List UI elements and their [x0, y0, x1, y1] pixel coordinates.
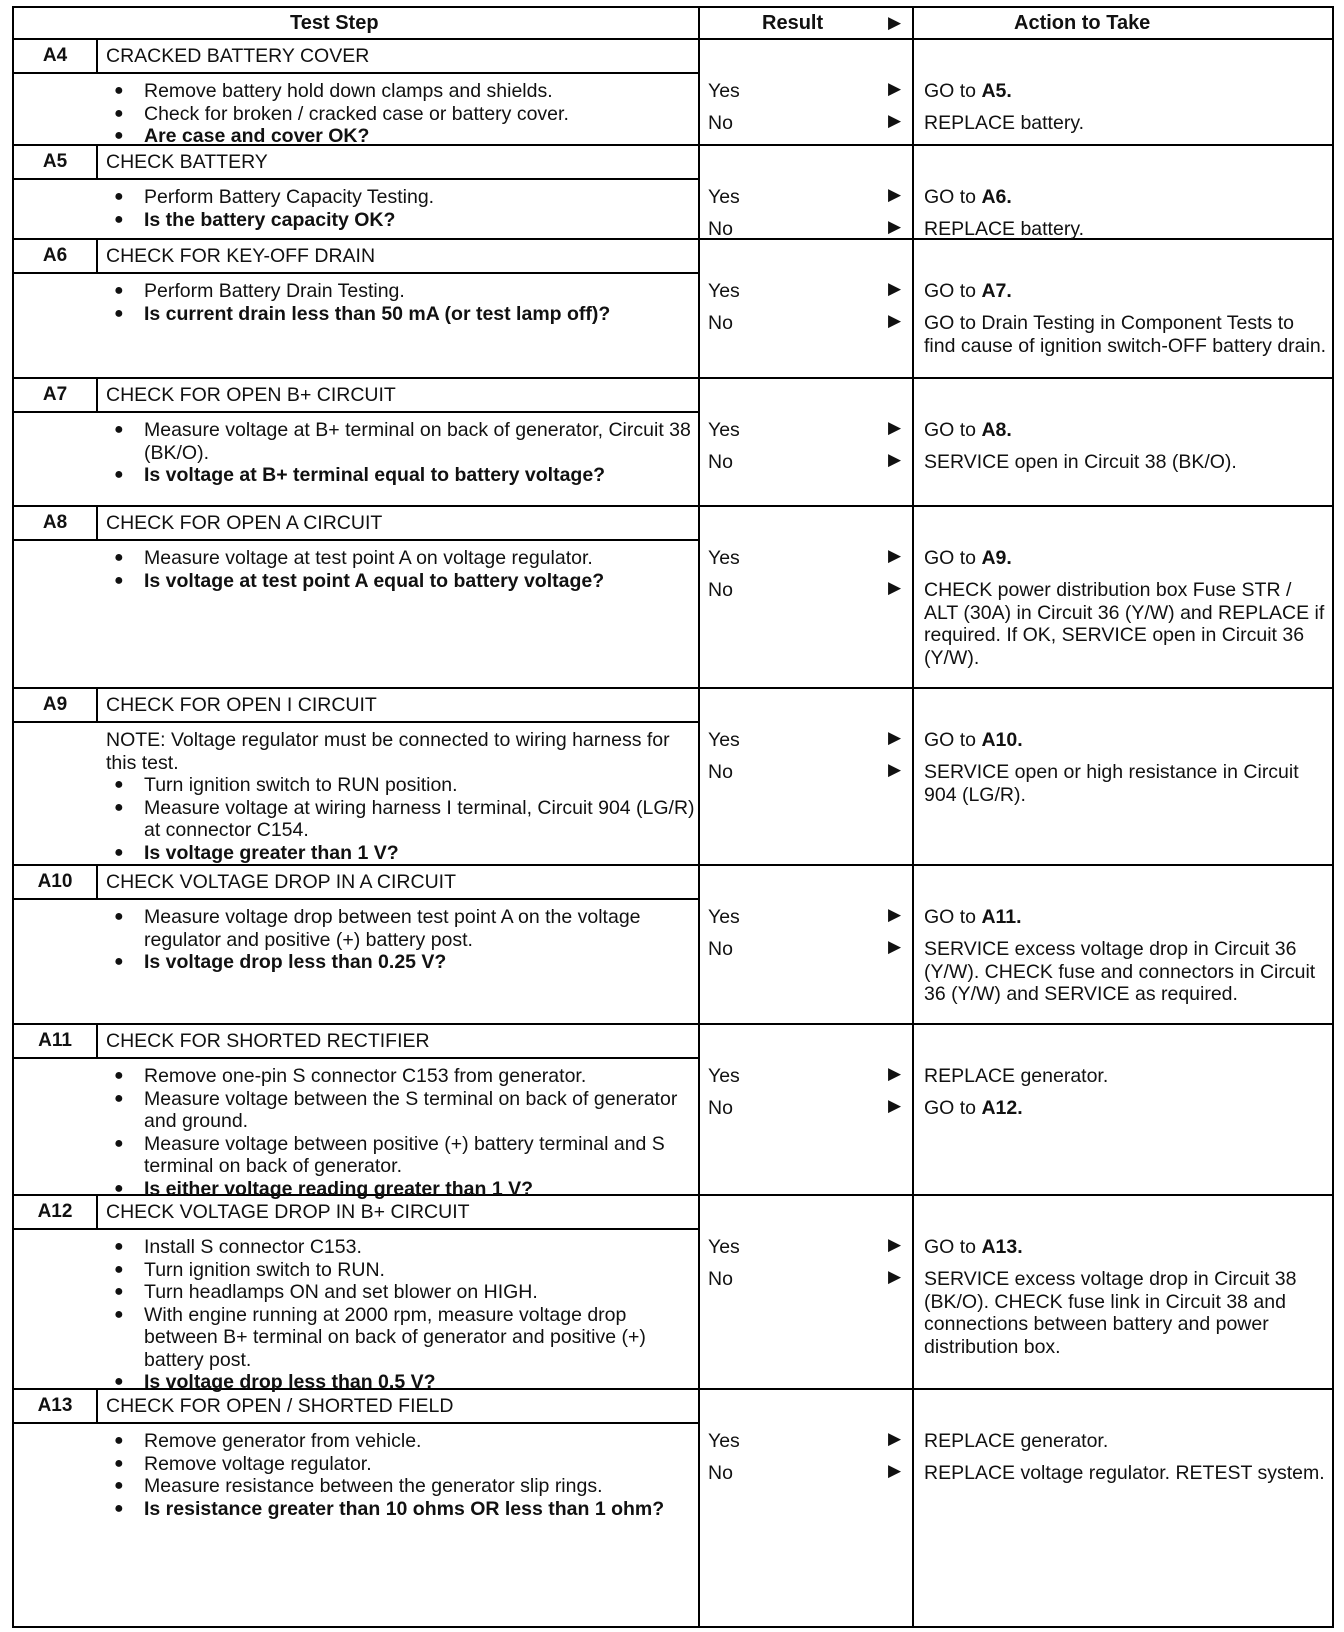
- action-yes: [924, 1065, 1329, 1088]
- list-item-text: Turn ignition switch to RUN.: [144, 1258, 385, 1281]
- step-question: [106, 951, 696, 974]
- result-no: No: [708, 761, 733, 783]
- arrow-right-icon: ▶: [888, 1267, 902, 1286]
- action-yes: [924, 729, 1329, 752]
- arrow-right-icon: ▶: [888, 279, 902, 298]
- result-yes: Yes: [708, 1430, 740, 1452]
- bullet-icon: ●: [114, 1179, 124, 1197]
- step-id-separator: [96, 1025, 98, 1057]
- step-question: [106, 303, 696, 326]
- diagnostic-table: [12, 6, 1334, 1628]
- action-no: [924, 579, 1329, 669]
- list-item-text: Remove battery hold down clamps and shields.: [144, 80, 553, 102]
- list-item: [106, 797, 696, 842]
- list-item: [106, 1088, 696, 1133]
- step-question: [106, 125, 696, 148]
- action-yes: [924, 906, 1329, 929]
- list-item-text: Perform Battery Drain Testing.: [144, 280, 405, 302]
- step-title-divider: [96, 1228, 698, 1230]
- step-title: CHECK BATTERY: [106, 151, 268, 173]
- list-item-text: Remove generator from vehicle.: [144, 1430, 422, 1452]
- action-text: REPLACE battery.: [924, 112, 1085, 134]
- step-title: CRACKED BATTERY COVER: [106, 45, 370, 67]
- arrow-right-icon: ▶: [888, 760, 902, 779]
- bullet-icon: ●: [114, 421, 124, 438]
- step-id: A11: [38, 1030, 72, 1051]
- list-item: [106, 1236, 696, 1259]
- list-item-text: Is voltage drop less than 0.5 V?: [144, 1371, 436, 1393]
- bullet-icon: ●: [114, 1260, 124, 1278]
- result-no: No: [708, 938, 733, 960]
- step-title-divider: [96, 898, 698, 900]
- bullet-icon: ●: [114, 1373, 124, 1390]
- action-text: SERVICE excess voltage drop in Circuit 36 (Y/W). CHECK fuse and connectors in Circuit 36 (Y/W) and SERVICE as required.: [924, 938, 1316, 1005]
- step-title: CHECK FOR OPEN / SHORTED FIELD: [106, 1395, 454, 1417]
- result-yes: Yes: [708, 1065, 740, 1087]
- action-text: GO to: [924, 1236, 982, 1258]
- bullet-icon: ●: [114, 210, 124, 228]
- action-text: GO to Drain Testing in Component Tests to find cause of ignition switch-OFF battery drain.: [924, 312, 1327, 357]
- result-no: No: [708, 451, 733, 473]
- list-item: [106, 280, 696, 303]
- list-item-text: Measure voltage at B+ terminal on back of generator, Circuit 38 (BK/O).: [144, 419, 691, 464]
- action-yes: [924, 80, 1329, 103]
- step-section-a10: [14, 866, 1332, 1025]
- list-item-text: Is the battery capacity OK?: [144, 208, 396, 231]
- arrow-right-icon: ▶: [888, 1096, 902, 1115]
- list-item: [106, 1065, 696, 1088]
- list-item: [106, 1304, 696, 1372]
- step-instructions: [106, 186, 696, 231]
- action-text: GO to: [924, 547, 982, 569]
- arrow-right-icon: ▶: [888, 1461, 902, 1480]
- step-id-divider: [14, 411, 96, 413]
- action-text: REPLACE voltage regulator. RETEST system.: [924, 1462, 1325, 1484]
- step-instructions: [106, 1065, 696, 1200]
- step-instructions: [106, 80, 696, 148]
- action-step-ref: A9.: [981, 547, 1012, 569]
- result-no: No: [708, 112, 733, 134]
- list-item-text: Remove one-pin S connector C153 from generator.: [144, 1065, 587, 1087]
- action-no: [924, 312, 1329, 357]
- step-id-divider: [14, 178, 96, 180]
- list-item-text: Is current drain less than 50 mA (or test lamp off)?: [144, 302, 611, 325]
- list-item: [106, 1475, 696, 1498]
- list-item: [106, 1453, 696, 1476]
- bullet-icon: ●: [114, 1134, 124, 1152]
- action-text: GO to: [924, 280, 982, 302]
- list-item-text: Turn headlamps ON and set blower on HIGH.: [144, 1281, 538, 1303]
- arrow-right-icon: ▶: [888, 13, 902, 32]
- step-instructions: [106, 280, 696, 325]
- list-item-text: Measure voltage at wiring harness I terminal, Circuit 904 (LG/R) at connector C154.: [144, 796, 695, 841]
- bullet-icon: ●: [114, 104, 124, 122]
- result-no: No: [708, 312, 733, 334]
- step-title: CHECK FOR SHORTED RECTIFIER: [106, 1030, 430, 1052]
- action-no: [924, 761, 1329, 806]
- list-item: [106, 906, 696, 951]
- bullet-icon: ●: [114, 1454, 124, 1472]
- action-yes: [924, 1430, 1329, 1453]
- step-id-divider: [14, 1057, 96, 1059]
- step-id-separator: [96, 507, 98, 539]
- step-id: A10: [37, 871, 73, 892]
- action-yes: [924, 419, 1329, 442]
- result-yes: Yes: [708, 1236, 740, 1258]
- action-text: REPLACE generator.: [924, 1430, 1109, 1452]
- arrow-right-icon: ▶: [888, 937, 902, 956]
- step-title-divider: [96, 1422, 698, 1424]
- list-item-text: Is either voltage reading greater than 1 V?: [144, 1177, 534, 1200]
- step-id-divider: [14, 1228, 96, 1230]
- list-item-text: Measure voltage drop between test point A on the voltage regulator and positive (+) battery post.: [144, 906, 641, 951]
- list-item: [106, 1281, 696, 1304]
- bullet-icon: ●: [114, 1432, 124, 1449]
- action-text: GO to: [924, 419, 982, 441]
- list-item-text: Measure resistance between the generator slip rings.: [144, 1475, 603, 1497]
- step-id-divider: [14, 72, 96, 74]
- step-instructions: [106, 1430, 696, 1520]
- arrow-right-icon: ▶: [888, 111, 902, 130]
- result-no: No: [708, 1097, 733, 1119]
- action-text: CHECK power distribution box Fuse STR / ALT (30A) in Circuit 36 (Y/W) and REPLACE if required. If OK, SERVICE open in Circuit 36 (Y/W).: [924, 579, 1325, 669]
- list-item-text: Is voltage greater than 1 V?: [144, 841, 399, 864]
- step-instructions: [106, 729, 696, 864]
- step-id: A4: [42, 45, 68, 66]
- list-item-text: Turn ignition switch to RUN position.: [144, 774, 458, 796]
- step-instructions: [106, 906, 696, 974]
- step-title: CHECK FOR OPEN A CIRCUIT: [106, 512, 383, 534]
- step-section-a11: [14, 1025, 1332, 1200]
- list-item-text: With engine running at 2000 rpm, measure voltage drop between B+ terminal on back of generator and positive (+) battery post.: [144, 1303, 646, 1371]
- action-no: [924, 112, 1329, 135]
- step-question: [106, 464, 696, 487]
- step-question: [106, 209, 696, 232]
- arrow-right-icon: ▶: [888, 450, 902, 469]
- list-item: [106, 1133, 696, 1178]
- step-id-separator: [96, 146, 98, 178]
- step-section-a9: [14, 689, 1332, 866]
- step-id-separator: [96, 866, 98, 898]
- result-yes: Yes: [708, 80, 740, 102]
- step-title: CHECK VOLTAGE DROP IN A CIRCUIT: [106, 871, 456, 893]
- list-item-text: Are case and cover OK?: [144, 125, 370, 147]
- action-text: GO to: [924, 186, 982, 208]
- step-id: A13: [37, 1395, 73, 1416]
- bullet-icon: ●: [114, 1238, 124, 1255]
- bullet-icon: ●: [114, 843, 124, 861]
- bullet-icon: ●: [114, 1499, 124, 1517]
- step-section-a13: [14, 1390, 1332, 1628]
- bullet-icon: ●: [114, 776, 124, 793]
- arrow-right-icon: ▶: [888, 728, 902, 747]
- action-step-ref: A6.: [981, 186, 1012, 208]
- action-step-ref: A8.: [981, 419, 1012, 441]
- arrow-right-icon: ▶: [888, 578, 902, 597]
- step-id: A7: [42, 384, 68, 405]
- list-item-text: Is voltage at test point A equal to battery voltage?: [144, 569, 605, 592]
- action-text: GO to: [924, 1097, 982, 1119]
- step-title-divider: [96, 721, 698, 723]
- step-id-separator: [96, 689, 98, 721]
- list-item: [106, 186, 696, 209]
- step-instructions: [106, 419, 696, 487]
- bullet-icon: ●: [114, 1089, 124, 1107]
- action-no: [924, 1268, 1329, 1358]
- action-text: SERVICE excess voltage drop in Circuit 38 (BK/O). CHECK fuse link in Circuit 38 and connections between battery and power distribution box.: [924, 1268, 1297, 1358]
- bullet-icon: ●: [114, 908, 124, 925]
- step-title-divider: [96, 1057, 698, 1059]
- action-text: GO to: [924, 729, 982, 751]
- bullet-icon: ●: [114, 571, 124, 589]
- action-no: [924, 938, 1329, 1006]
- list-item-text: Perform Battery Capacity Testing.: [144, 186, 435, 208]
- action-yes: [924, 547, 1329, 570]
- action-step-ref: A7.: [981, 280, 1012, 302]
- step-title-divider: [96, 72, 698, 74]
- result-yes: Yes: [708, 729, 740, 751]
- result-no: No: [708, 1268, 733, 1290]
- action-step-ref: A12.: [981, 1097, 1023, 1119]
- action-yes: [924, 280, 1329, 303]
- list-item: [106, 103, 696, 126]
- list-item-text: Is voltage at B+ terminal equal to battery voltage?: [144, 464, 606, 486]
- list-item: [106, 80, 696, 103]
- result-no: No: [708, 218, 733, 240]
- bullet-icon: ●: [114, 82, 124, 99]
- action-no: [924, 1097, 1329, 1120]
- step-instructions: [106, 1236, 696, 1394]
- list-item-text: Remove voltage regulator.: [144, 1452, 372, 1475]
- action-step-ref: A10.: [981, 729, 1023, 751]
- bullet-icon: ●: [114, 1477, 124, 1494]
- arrow-right-icon: ▶: [888, 1235, 902, 1254]
- bullet-icon: ●: [114, 1305, 124, 1323]
- action-text: SERVICE open in Circuit 38 (BK/O).: [924, 451, 1237, 473]
- step-id: A12: [37, 1201, 73, 1222]
- bullet-icon: ●: [114, 188, 124, 205]
- step-question: [106, 842, 696, 865]
- bullet-icon: ●: [114, 798, 124, 816]
- arrow-right-icon: ▶: [888, 185, 902, 204]
- list-item: [106, 774, 696, 797]
- step-title-divider: [96, 539, 698, 541]
- step-id-separator: [96, 379, 98, 411]
- result-no: No: [708, 1462, 733, 1484]
- action-step-ref: A11.: [981, 906, 1022, 928]
- step-id-divider: [14, 539, 96, 541]
- bullet-icon: ●: [114, 466, 124, 483]
- bullet-icon: ●: [114, 1067, 124, 1084]
- step-question: [106, 570, 696, 593]
- step-title: CHECK VOLTAGE DROP IN B+ CIRCUIT: [106, 1201, 470, 1223]
- step-id-divider: [14, 1422, 96, 1424]
- step-id-separator: [96, 1390, 98, 1422]
- list-item-text: Measure voltage between positive (+) battery terminal and S terminal on back of generator.: [144, 1132, 665, 1177]
- action-no: [924, 1462, 1329, 1485]
- step-id-divider: [14, 898, 96, 900]
- arrow-right-icon: ▶: [888, 1429, 902, 1448]
- step-section-a12: [14, 1196, 1332, 1393]
- action-yes: [924, 186, 1329, 209]
- step-section-a6: [14, 240, 1332, 379]
- step-id-separator: [96, 40, 98, 72]
- arrow-right-icon: ▶: [888, 311, 902, 330]
- list-item: [106, 1259, 696, 1282]
- list-item: [106, 547, 696, 570]
- list-item-text: Is voltage drop less than 0.25 V?: [144, 951, 447, 973]
- step-title-divider: [96, 272, 698, 274]
- arrow-right-icon: ▶: [888, 79, 902, 98]
- step-section-a5: [14, 146, 1332, 240]
- action-text: SERVICE open or high resistance in Circuit 904 (LG/R).: [924, 761, 1299, 806]
- action-yes: [924, 1236, 1329, 1259]
- list-item-text: Install S connector C153.: [144, 1236, 362, 1258]
- bullet-icon: ●: [114, 127, 124, 144]
- list-item-text: Measure voltage between the S terminal on back of generator and ground.: [144, 1087, 678, 1132]
- result-no: No: [708, 579, 733, 601]
- result-yes: Yes: [708, 280, 740, 302]
- action-no: [924, 451, 1329, 474]
- bullet-icon: ●: [114, 282, 124, 299]
- result-yes: Yes: [708, 186, 740, 208]
- step-note: NOTE: Voltage regulator must be connected to wiring harness for this test.: [106, 729, 670, 774]
- list-item: [106, 419, 696, 464]
- table-header: [14, 8, 1332, 40]
- bullet-icon: ●: [114, 549, 124, 566]
- arrow-right-icon: ▶: [888, 1064, 902, 1083]
- step-section-a7: [14, 379, 1332, 507]
- action-step-ref: A5.: [981, 80, 1012, 102]
- step-title: CHECK FOR OPEN I CIRCUIT: [106, 694, 377, 716]
- list-item-text: Measure voltage at test point A on voltage regulator.: [144, 547, 593, 569]
- header-action: Action to Take: [1014, 12, 1151, 34]
- action-text: GO to: [924, 906, 982, 928]
- list-item-text: Is resistance greater than 10 ohms OR less than 1 ohm?: [144, 1497, 665, 1520]
- step-title: CHECK FOR KEY-OFF DRAIN: [106, 245, 376, 267]
- step-id-divider: [14, 721, 96, 723]
- step-section-a8: [14, 507, 1332, 689]
- arrow-right-icon: ▶: [888, 546, 902, 565]
- step-id: A8: [42, 512, 68, 533]
- list-item-text: Check for broken / cracked case or battery cover.: [144, 102, 569, 125]
- step-section-a4: [14, 40, 1332, 146]
- action-step-ref: A13.: [981, 1236, 1023, 1258]
- result-yes: Yes: [708, 419, 740, 441]
- header-result: Result: [762, 12, 824, 34]
- step-instructions: [106, 547, 696, 592]
- bullet-icon: ●: [114, 953, 124, 970]
- step-question: [106, 1498, 696, 1521]
- step-id-divider: [14, 272, 96, 274]
- arrow-right-icon: ▶: [888, 217, 902, 236]
- arrow-right-icon: ▶: [888, 905, 902, 924]
- action-text: REPLACE battery.: [924, 218, 1085, 240]
- step-id: A9: [42, 694, 68, 715]
- step-title-divider: [96, 178, 698, 180]
- bullet-icon: ●: [114, 1283, 124, 1300]
- header-test-step: Test Step: [290, 12, 379, 34]
- action-no: [924, 218, 1329, 241]
- result-yes: Yes: [708, 906, 740, 928]
- step-title-divider: [96, 411, 698, 413]
- list-item: [106, 1430, 696, 1453]
- arrow-right-icon: ▶: [888, 418, 902, 437]
- bullet-icon: ●: [114, 304, 124, 322]
- action-text: GO to: [924, 80, 982, 102]
- result-yes: Yes: [708, 547, 740, 569]
- step-id: A6: [42, 245, 68, 266]
- step-id-separator: [96, 1196, 98, 1228]
- step-title: CHECK FOR OPEN B+ CIRCUIT: [106, 384, 396, 406]
- step-id-separator: [96, 240, 98, 272]
- action-text: REPLACE generator.: [924, 1065, 1109, 1087]
- step-id: A5: [42, 151, 68, 172]
